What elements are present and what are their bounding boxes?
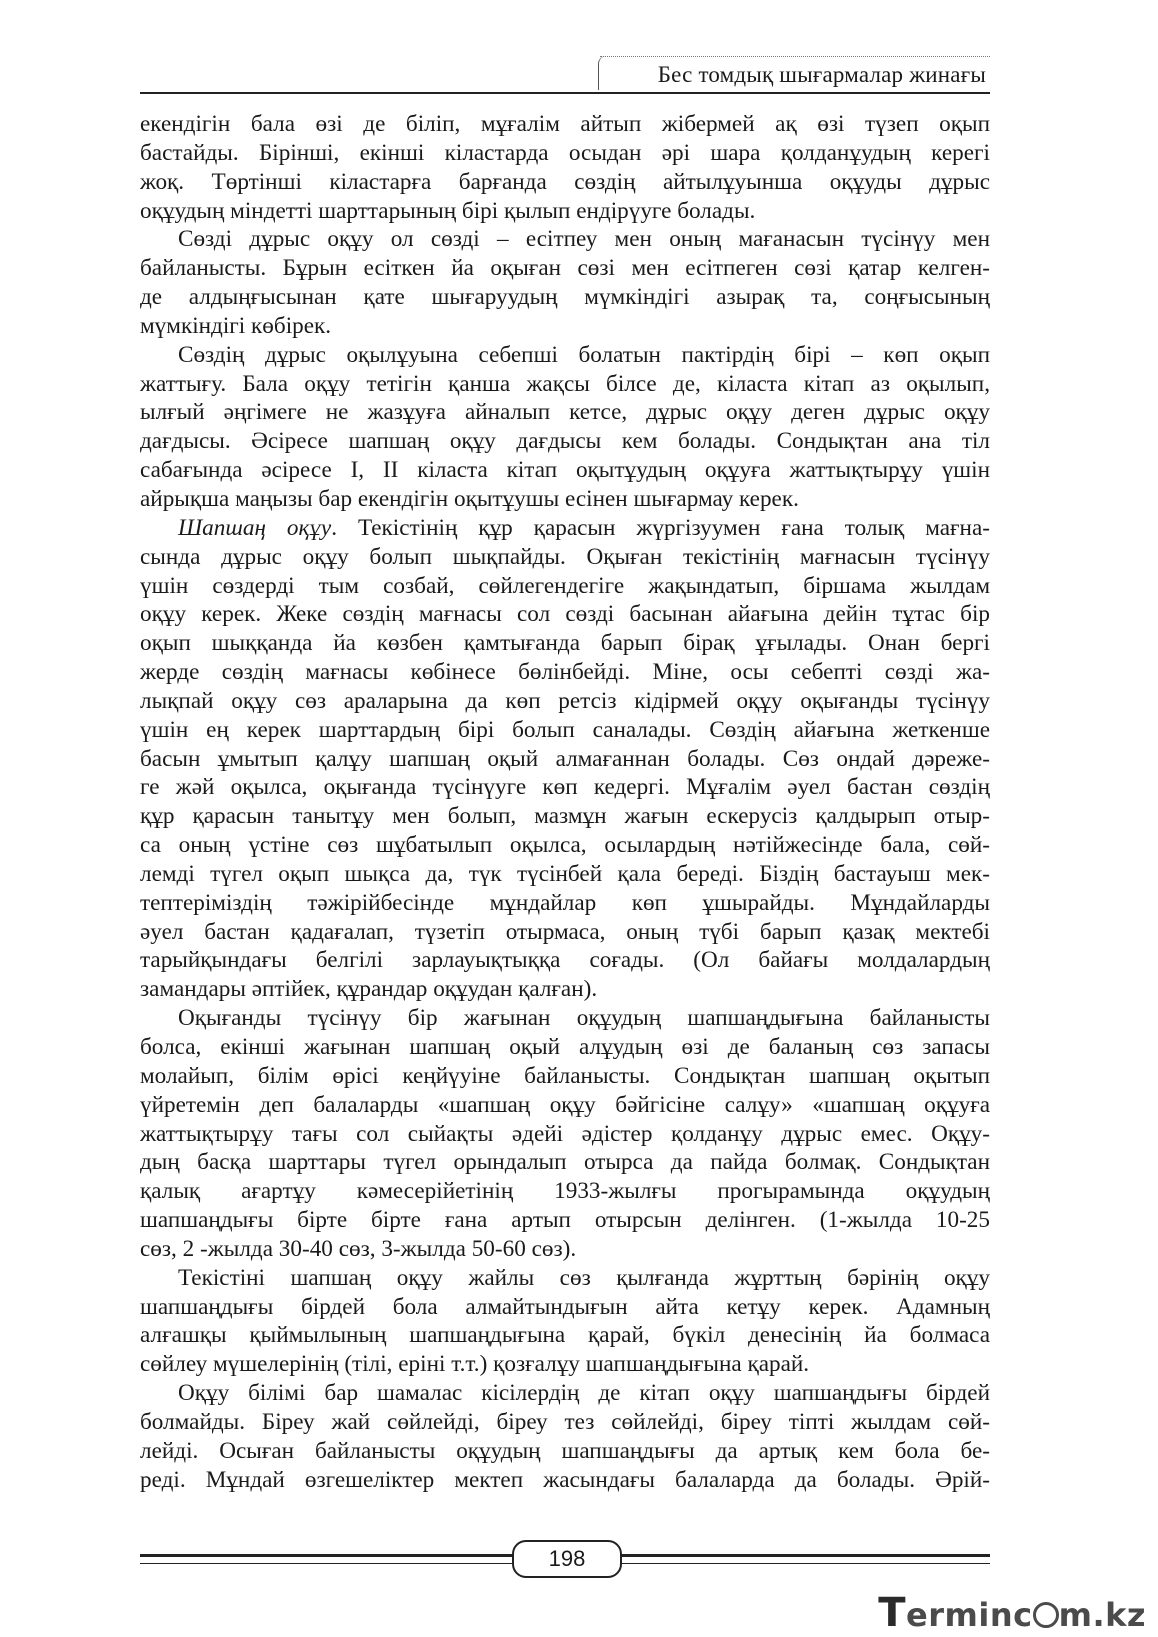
watermark-logo (878, 1590, 1146, 1636)
text-line: сөйлеу мүшелерінің (тілі, еріні т.т.) қозғалұу шапшаңдығына қарай. (140, 1351, 810, 1378)
text-line: де алдыңғысынан қате шығаруудың мүмкіндігі азырақ та, соңғысының (140, 284, 990, 311)
text-line: Оқығанды түсінүу бір жағынан оқұудың шапшаңдығына байланысты (178, 1005, 990, 1032)
page-footer (140, 1540, 990, 1580)
text-line: ылғый әңгімеге не жазұуға айналып кетсе, дұрыс оқұу деген дұрыс оқұу (140, 399, 990, 426)
text-line: үшін ең керек шарттардың бірі болып саналады. Сөздің айағына жеткенше (140, 716, 990, 743)
text-line: сабағында әсіресе I, II кіласта кітап оқытұудың оқұуға жаттықтырұу үшін (140, 457, 990, 484)
italic-heading: Шапшаң оқұу (178, 514, 332, 541)
paragraph (140, 341, 990, 514)
paragraph (140, 110, 990, 225)
text-line: ге жәй оқылса, оқығанда түсінүуге көп кедергі. Мұғалім әуел бастан сөздің (140, 774, 990, 801)
text-line: қалық ағартұу кәмесерійетінің 1933-жылғы прогырамында оқұудың (140, 1178, 990, 1205)
text-line: сөз, 2 -жылда 30-40 сөз, 3-жылда 50-60 сөз). (140, 1235, 577, 1262)
text-line: жоқ. Төртінші кіластарға барғанда сөздің айтылұуынша оқұуды дұрыс (140, 168, 990, 195)
paragraph (140, 1264, 990, 1379)
text-line: жаттығу. Бала оқұу тетігін қанша жақсы білсе де, кіласта кітап аз оқылып, (140, 370, 990, 397)
paragraph (140, 225, 990, 340)
page-number: 198 (512, 1540, 622, 1578)
text-line: байланысты. Бұрын есіткен йа оқыған сөзі мен есітпеген сөзі қатар келген- (140, 255, 990, 282)
text-line: екендігін бала өзі де біліп, мұғалім айтып жібермей ақ өзі түзеп оқып (140, 111, 990, 137)
text-line: Сөзді дұрыс оқұу ол сөзді – есітпеу мен оның мағанасын түсінүу мен (178, 226, 990, 253)
watermark-o-ring (1033, 1602, 1059, 1628)
text-line: айрықша маңызы бар екендігін оқытұушы есінен шығармау керек. (140, 485, 799, 512)
text-line: лықпай оқұу сөз араларына да көп ретсіз кідірмей оқұу оқығанды түсінүу (140, 687, 990, 714)
text-line: оқып шыққанда йа көзбен қамтығанда барып бірақ ұғылады. Онан бергі (140, 630, 990, 657)
text-line: молайып, білім өрісі кеңйүуіне байланысты. Сондықтан шапшаң оқытып (140, 1062, 990, 1089)
text-line (140, 514, 990, 543)
text-line: лейді. Осыған байланысты оқұудың шапшаңдығы да артық кем бола бе- (140, 1437, 990, 1464)
text-line: басын ұмытып қалұу шапшаң оқый алмағаннан болады. Сөз ондай дәреже- (140, 745, 990, 772)
header-dotted-line (600, 56, 990, 57)
text-line: оқұу керек. Жеке сөздің мағнасы сол сөзді басынан айағына дейін тұтас бір (140, 601, 990, 628)
header-rule (140, 92, 990, 94)
text-line: Сөздің дұрыс оқылұуына себепші болатын пактірдің бірі – көп оқып (178, 341, 990, 368)
page-body (140, 110, 990, 1495)
text-line: дың басқа шарттары түгел орындалып отырса да пайда болмақ. Сондықтан (140, 1149, 990, 1176)
text-line: реді. Мұндай өзгешеліктер мектеп жасындағы балаларда да болады. Әрій- (140, 1466, 990, 1493)
watermark-tail: m.kz (1058, 1596, 1146, 1634)
text-line: әуел бастан қадағалап, түзетіп отырмаса, оның түбі барып қазақ мектебі (140, 918, 990, 945)
text-line: лемді түгел оқып шықса да, түк түсінбей қала береді. Біздің бастауыш мек- (140, 860, 990, 887)
text-line: Текістіні шапшаң оқұу жайлы сөз қылғанда жұрттың бәрінің оқұу (178, 1264, 990, 1291)
text-line: мүмкіндігі көбірек. (140, 312, 332, 339)
running-header (140, 52, 990, 94)
text-line: Оқұу білімі бар шамалас кісілердің де кітап оқұу шапшаңдығы бірдей (178, 1380, 990, 1407)
text-line: құр қарасын танытұу мен болып, мазмұн жағын ескерусіз қалдырып отыр- (140, 803, 990, 830)
text-line: үшін сөздерді тым созбай, сөйлегендегіге жақындатып, біршама жылдам (140, 572, 990, 599)
text-line: жаттықтырұу тағы сол сыйақты әдейі әдістер қолданұу дұрыс емес. Оқұу- (140, 1120, 990, 1147)
text-line: болмайды. Біреу жай сөйлейді, біреу тез сөйлейді, біреу тіпті жылдам сөй- (140, 1408, 990, 1435)
watermark-lead: T (878, 1590, 907, 1636)
text-line: алғашқы қыймылының шапшаңдығына қарай, бүкіл денесінің йа болмаса (140, 1322, 990, 1349)
text-line: замандары әптійек, құрандар оқұудан қалған). (140, 976, 598, 1003)
text-line: жерде сөздің мағнасы көбінесе бөлінбейді. Міне, осы себепті сөзді жа- (140, 659, 990, 686)
paragraph (140, 514, 990, 1004)
header-ornament (598, 56, 607, 90)
text-line: оқұудың міндетті шарттарының бірі қылып ендірүуге болады. (140, 197, 756, 224)
text-line: тарыйқындағы белгілі зарлауықтыққа соғады. (Ол байағы молдалардың (140, 947, 990, 974)
header-title: Бес томдық шығармалар жинағы (657, 62, 986, 87)
paragraph (140, 1379, 990, 1494)
text-line: шапшаңдығы бірдей бола алмайтындығын айта кетұу керек. Адамның (140, 1293, 990, 1320)
text-line: дағдысы. Әсіресе шапшаң оқұу дағдысы кем болады. Сондықтан ана тіл (140, 428, 990, 455)
paragraph (140, 1004, 990, 1264)
text-line: үйретемін деп балаларды «шапшаң оқұу бәйгісіне салұу» «шапшаң оқұуға (140, 1091, 990, 1118)
text-line: тептеріміздің тәжірійбесінде мұндайлар көп ұшырайды. Мұндайларды (140, 889, 990, 916)
line-text: . Текістінің құр қарасын жүргізуумен ғана толық мағна- (331, 514, 990, 541)
text-line: шапшаңдығы бірте бірте ғана артып отырсын делінген. (1-жылда 10-25 (140, 1207, 990, 1234)
watermark-mid: erminc (906, 1596, 1033, 1634)
text-line: болса, екінші жағынан шапшаң оқый алұудың өзі де баланың сөз запасы (140, 1034, 990, 1060)
text-line: бастайды. Бірінші, екінші кіластарда осыдан әрі шара қолданұудың керегі (140, 139, 990, 166)
text-line: са оның үстіне сөз шұбатылып оқылса, осылардың нәтійжесінде бала, сөй- (140, 832, 990, 859)
text-line: сында дұрыс оқұу болып шықпайды. Оқыған текістінің мағнасын түсінүу (140, 543, 990, 570)
